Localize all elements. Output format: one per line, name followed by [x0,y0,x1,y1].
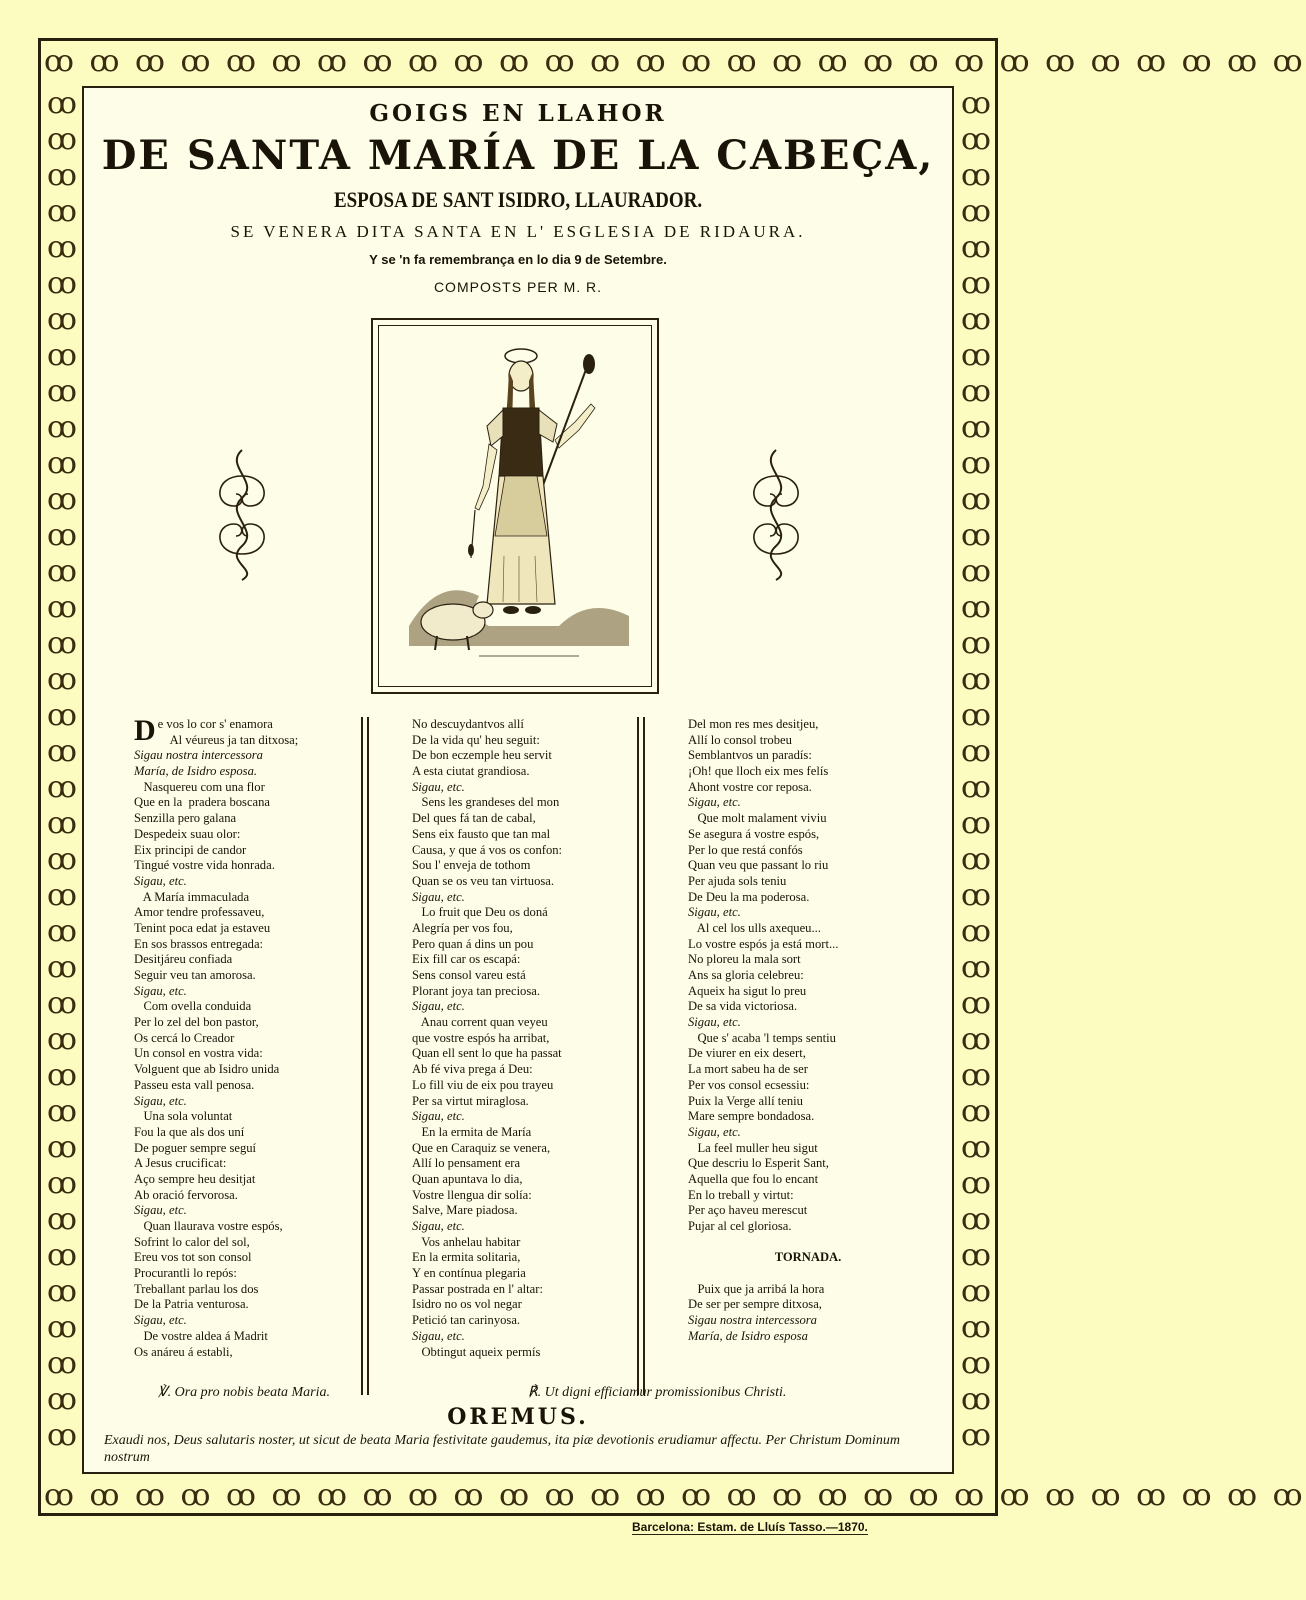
verse-column-2 [412,717,657,1360]
right-scroll-ornament [738,446,814,584]
verse-line: que vostre espós ha arribat, [412,1030,550,1045]
verse-line: Lo fill viu de eix pou trayeu [412,1077,554,1092]
verse-line: Per ajuda sols teniu [688,873,787,888]
verse-line: María, de Isidro esposa [688,1328,808,1343]
ornamental-border-bottom: ꝏ ꝏ ꝏ ꝏ ꝏ ꝏ ꝏ ꝏ ꝏ ꝏ ꝏ ꝏ ꝏ ꝏ ꝏ ꝏ ꝏ ꝏ ꝏ ꝏ ꝏ ꝏ ꝏ ꝏ ꝏ ꝏ ꝏ ꝏ [44,1478,1306,1513]
printer-imprint: Barcelona: Estam. de Lluís Tasso.—1870. [632,1520,868,1534]
verse-line: De bon eczemple heu servit [412,748,552,763]
verse-line: Amor tendre professaveu, [134,905,265,920]
verse-line: Sigau, etc. [412,779,465,794]
verse-line: Puix que ja arribá la hora [688,1281,825,1296]
verse-line: Os anáreu á establi, [134,1344,233,1359]
title-line-2: DE SANTA MARÍA DE LA CABEÇA, [101,132,935,179]
verse-line: Per aço haveu merescut [688,1203,808,1218]
verse-line: De poguer sempre seguí [134,1140,257,1155]
verse-line: Pujar al cel gloriosa. [688,1219,792,1233]
verse-line: Al véureus ja tan ditxosa; [157,732,299,747]
verse-line: Que s' acaba 'l temps sentiu [688,1030,836,1045]
verse-line: Os cercá lo Creador [134,1030,235,1045]
verse-line: Per sa virtut miraglosa. [412,1093,529,1108]
verse-line: Passar postrada en l' altar: [412,1281,543,1296]
verse-line: Vostre llengua dir solía: [412,1187,532,1202]
verse-line: Quan llaurava vostre espós, [134,1219,283,1233]
subtitle: ESPOSA DE SANT ISIDRO, LLAURADOR. [333,188,703,213]
verse-line: TORNADA. [774,1250,842,1265]
verse-line: Quan se os veu tan virtuosa. [412,873,554,888]
verse-line: La feel muller heu sigut [688,1140,818,1155]
verse-line: Tenint poca edat ja estaveu [134,920,271,935]
verse-line: En la ermita solitaria, [412,1250,521,1265]
verse-line: Allí lo consol trobeu [688,732,792,747]
verse-line: A esta ciutat grandiosa. [412,764,530,779]
saint-engraving [371,318,659,694]
verse-line: Sigau, etc. [688,795,741,810]
verse-line: Sigau, etc. [688,1124,741,1139]
closing-prayer: Exaudi nos, Deus salutaris noster, ut sicut de beata Maria festivitate gaudemus, ita piæ devotionis erudiamur affectu. Per Christum Dominum nostrum [104,1433,901,1465]
verse-line: Salve, Mare piadosa. [412,1203,518,1218]
verse-line: Allí lo pensament era [412,1156,521,1171]
oremus-heading: OREMUS. [447,1404,589,1430]
verse-line: Sigau, etc. [688,1015,741,1030]
author-line: COMPOSTS PER M. R. [433,279,603,295]
verse-line: Sigau nostra intercessora [134,748,263,763]
verse-line: Sigau, etc. [134,1093,187,1108]
verse-line: Senzilla pero galana [134,811,237,826]
verse-line: Anau corrent quan veyeu [412,1015,548,1030]
verse-line: ¡Oh! que lloch eix mes felís [688,764,829,779]
verse-line: De viurer en eix desert, [688,1046,806,1061]
verse-line: Ahont vostre cor reposa. [688,779,812,794]
verse-line: Vos anhelau habitar [412,1234,521,1249]
verse-line: Mare sempre bondadosa. [688,1109,815,1124]
versicle: ℣. Ora pro nobis beata Maria. [158,1385,331,1400]
verse-column-1 [134,714,379,1360]
verse-line: Aqueix ha sigut lo preu [688,983,807,998]
verse-line: Sigau nostra intercessora [688,1313,817,1328]
title-line-1: GOIGS EN LLAHOR [369,100,667,127]
verse-line: Lo fruit que Deu os doná [412,905,548,920]
verse-line: Del mon res mes desitjeu, [688,717,819,731]
ornamental-border-left: ꝏ ꝏ ꝏ ꝏ ꝏ ꝏ ꝏ ꝏ ꝏ ꝏ ꝏ ꝏ ꝏ ꝏ ꝏ ꝏ ꝏ ꝏ ꝏ ꝏ ꝏ ꝏ ꝏ ꝏ ꝏ ꝏ ꝏ ꝏ ꝏ ꝏ ꝏ ꝏ ꝏ ꝏ ꝏ ꝏ ꝏ ꝏ [47,86,77,1453]
verse-line: Petició tan carinyosa. [412,1313,521,1328]
verse-line: Sigau, etc. [688,905,741,920]
verse-line: Ans sa gloria celebreu: [688,968,804,982]
verse-line: Sigau, etc. [412,999,465,1014]
verse-line: Causa, y que á vos os confon: [412,842,563,857]
verse-line: Sigau, etc. [412,1109,465,1124]
church-line: SE VENERA DITA SANTA EN L' ESGLESIA DE RIDAURA. [230,222,806,241]
verse-line: Ab fé viva prega á Deu: [412,1062,533,1077]
verse-line: Pero quan á dins un pou [412,936,534,951]
verse-line [688,1266,928,1282]
verse-line: Que descriu lo Esperit Sant, [688,1156,829,1171]
verse-line: De la Patria venturosa. [134,1297,249,1312]
verse-line: Sigau, etc. [412,1219,465,1233]
verse-line: Sigau, etc. [412,1328,465,1343]
verse-line: Fou la que als dos uní [134,1124,245,1139]
saint-figure-illustration [379,326,653,688]
verse-line: Y en contínua plegaria [412,1266,526,1281]
date-line: Y se 'n fa remembrança en lo dia 9 de Setembre. [369,252,667,267]
verse-line: No ploreu la mala sort [688,952,801,967]
verse-line: Ab oració fervorosa. [134,1187,238,1202]
verse-line: Per lo zel del bon pastor, [134,1015,259,1030]
verse-line: Tingué vostre vida honrada. [134,858,275,873]
verse-line: No descuydantvos allí [412,717,524,731]
verse-line: Aço sempre heu desitjat [134,1171,256,1186]
verse-line: Sens eix fausto que tan mal [412,826,551,841]
verse-line: Sigau, etc. [134,1203,187,1218]
verse-line: Passeu esta vall penosa. [134,1077,255,1092]
verse-line: Que molt malament viviu [688,811,827,826]
verse-line: A Jesus crucificat: [134,1156,227,1171]
verse-line: Procurantli lo repós: [134,1266,237,1281]
verse-line: Plorant joya tan preciosa. [412,983,540,998]
verse-column-3 [688,717,928,1345]
verse-line: Seguir veu tan amorosa. [134,968,256,982]
verse-line: De ser per sempre ditxosa, [688,1297,822,1312]
verse-line: Alegría per vos fou, [412,920,513,935]
ornamental-border-right: ꝏ ꝏ ꝏ ꝏ ꝏ ꝏ ꝏ ꝏ ꝏ ꝏ ꝏ ꝏ ꝏ ꝏ ꝏ ꝏ ꝏ ꝏ ꝏ ꝏ ꝏ ꝏ ꝏ ꝏ ꝏ ꝏ ꝏ ꝏ ꝏ ꝏ ꝏ ꝏ ꝏ ꝏ ꝏ ꝏ ꝏ ꝏ [961,86,991,1453]
verse-line: Treballant parlau los dos [134,1281,259,1296]
verse-line: Obtingut aqueix permís [412,1344,541,1359]
verse-line: Sens les grandeses del mon [412,795,560,810]
verse-line: De vostre aldea á Madrit [134,1328,268,1343]
verse-line: Sofrint lo calor del sol, [134,1234,250,1249]
verse-line: Sigau, etc. [412,889,465,904]
verse-line: Quan veu que passant lo riu [688,858,829,873]
verse-line: Que en Caraquiz se venera, [412,1140,551,1155]
verse-line: En sos brassos entregada: [134,936,264,951]
verse-line: A María immaculada [134,889,250,904]
verse-line: Que en la pradera boscana [134,795,271,810]
verse-line: De sa vida victoriosa. [688,999,798,1014]
verse-line: En la ermita de María [412,1124,532,1139]
verse-line: Sigau, etc. [134,983,187,998]
verse-line: Despedeix suau olor: [134,826,241,841]
verse-line: Eix fill car os escapá: [412,952,521,967]
verse-line: Sigau, etc. [134,1313,187,1328]
verse-line: Un consol en vostra vida: [134,1046,263,1061]
ornamental-border-top: ꝏ ꝏ ꝏ ꝏ ꝏ ꝏ ꝏ ꝏ ꝏ ꝏ ꝏ ꝏ ꝏ ꝏ ꝏ ꝏ ꝏ ꝏ ꝏ ꝏ ꝏ ꝏ ꝏ ꝏ ꝏ ꝏ ꝏ ꝏ [44,44,1306,79]
verse-line: Aquella que fou lo encant [688,1171,819,1186]
verse-line: Sou l' enveja de tothom [412,858,531,873]
verse-line-text: e vos lo cor s' enamora [157,717,273,731]
verse-line: Per lo que restá confós [688,842,803,857]
title-block [90,100,946,295]
verse-line: Sens consol vareu está [412,968,526,982]
verse-line: Se asegura á vostre espós, [688,826,820,841]
verse-line [688,1235,928,1251]
verse-line: Eix principi de candor [134,842,247,857]
verse-line: Volguent que ab Isidro unida [134,1062,280,1077]
verse-line: Quan apuntava lo dia, [412,1171,523,1186]
left-scroll-ornament [204,446,280,584]
verse-line: Puix la Verge allí teniu [688,1093,803,1108]
verse-line: Quan ell sent lo que ha passat [412,1046,562,1061]
verse-line: Sigau, etc. [134,873,187,888]
verse-line: Una sola voluntat [134,1109,233,1124]
verse-line: Lo vostre espós ja está mort... [688,936,839,951]
verse-line: Al cel los ulls axequeu... [688,920,821,935]
response: ℟. Ut digni efficiamur promissionibus Christi. [528,1385,787,1400]
verse-line: Semblantvos un paradís: [688,748,812,763]
verse-line: De la vida qu' heu seguit: [412,732,540,747]
verse-line: Del ques fá tan de cabal, [412,811,536,826]
verses [128,714,908,1397]
verse-line: Nasquereu com una flor [134,779,265,794]
verse-line: Ereu vos tot son consol [134,1250,252,1265]
verse-line: Isidro no os vol negar [412,1297,522,1312]
verse-line: María, de Isidro esposa. [134,764,258,779]
drop-cap: D [134,714,156,747]
verse-line: Per vos consol ecsessiu: [688,1077,810,1092]
verse-line: De Deu la ma poderosa. [688,889,810,904]
verse-line: En lo treball y virtut: [688,1187,794,1202]
verse-line: Com ovella conduida [134,999,252,1014]
verse-line: Desitjáreu confiada [134,952,233,967]
verse-line: La mort sabeu ha de ser [688,1062,808,1077]
